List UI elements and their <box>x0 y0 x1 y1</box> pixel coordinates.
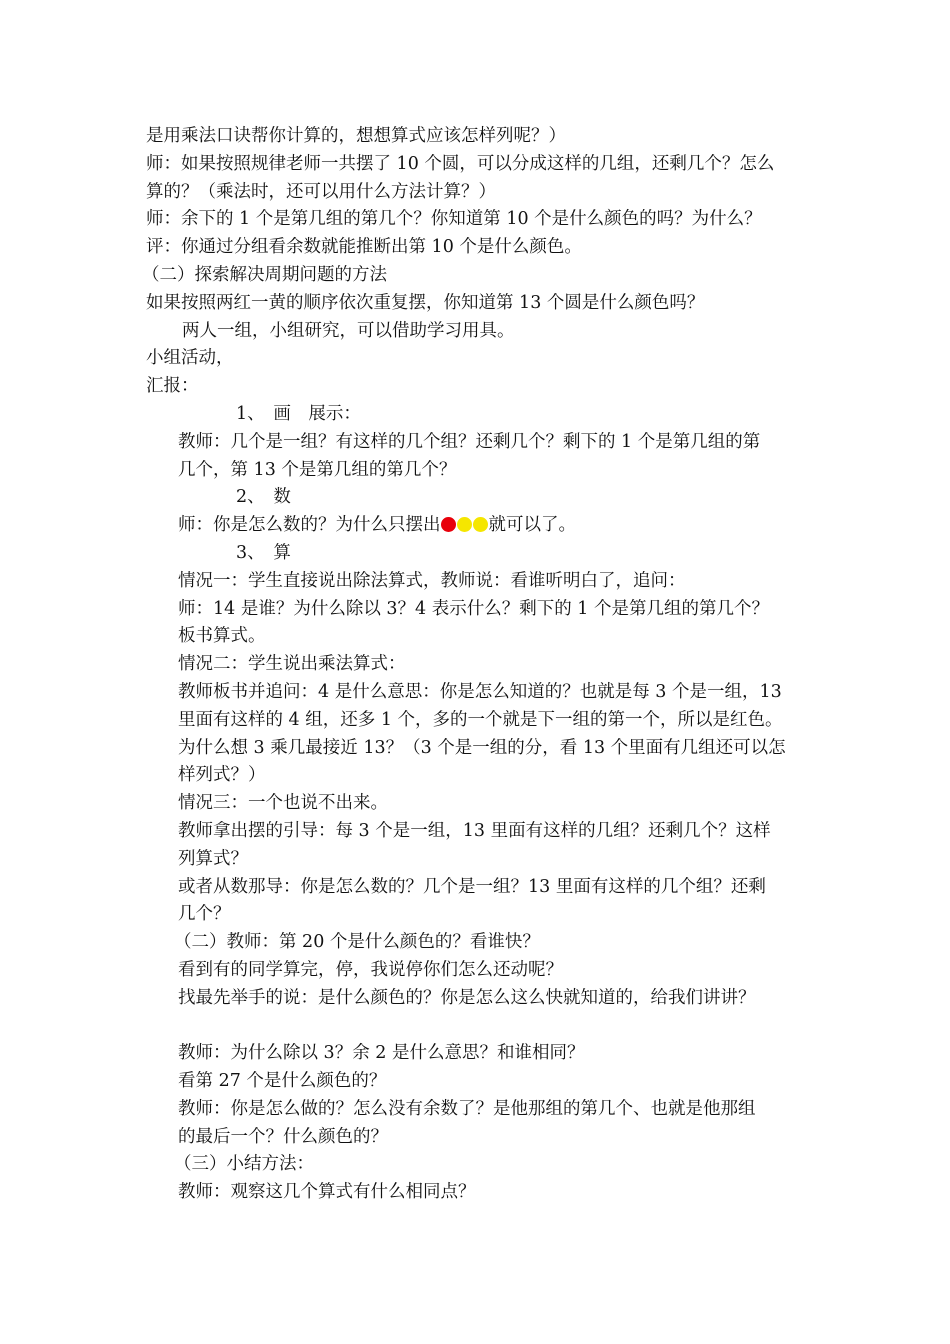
text-line: 教师：观察这几个算式有什么相同点？ <box>178 1182 476 1203</box>
text-line: 为什么想 3 乘几最接近 13？（3 个是一组的分，看 13 个里面有几组还可以怎 <box>178 737 786 758</box>
text-line: 里面有这样的 4 组，还多 1 个，多的一个就是下一组的第一个，所以是红色。 <box>178 709 783 730</box>
text-line: 找最先举手的说：是什么颜色的？你是怎么这么快就知道的，给我们讲讲？ <box>178 987 756 1008</box>
text-line: 师：14 是谁？为什么除以 3？4 表示什么？剩下的 1 个是第几组的第几个？ <box>178 598 769 619</box>
text-line: 情况二：学生说出乘法算式： <box>178 654 406 675</box>
text-line: 算的？（乘法时，还可以用什么方法计算？） <box>146 181 496 202</box>
text-line: 列算式？ <box>178 848 248 869</box>
text-line: 教师：几个是一组？有这样的几个组？还剩几个？剩下的 1 个是第几组的第 <box>178 431 761 452</box>
text-line: 师：余下的 1 个是第几组的第几个？你知道第 10 个是什么颜色的吗？为什么？ <box>146 209 762 230</box>
text-line: 教师：你是怎么做的？怎么没有余数了？是他那组的第几个、也就是他那组 <box>178 1098 756 1119</box>
text-line: 教师拿出摆的引导：每 3 个是一组，13 里面有这样的几组？还剩几个？这样 <box>178 820 771 841</box>
red-circle-icon <box>441 517 456 532</box>
text-line: 教师：为什么除以 3？余 2 是什么意思？和谁相同？ <box>178 1043 585 1064</box>
text: 师：你是怎么数的？为什么只摆出 <box>178 515 441 536</box>
text-line-with-dots <box>0 512 950 540</box>
text-line: 如果按照两红一黄的顺序依次重复摆，你知道第 13 个圆是什么颜色吗？ <box>146 292 705 313</box>
yellow-circle-icon <box>473 517 488 532</box>
text-line: 或者从数那导：你是怎么数的？几个是一组？13 里面有这样的几个组？还剩 <box>178 876 766 897</box>
numbered-item: 3、 算 <box>236 542 291 563</box>
section-heading: （二）教师：第 20 个是什么颜色的？看谁快？ <box>174 932 540 953</box>
text: 就可以了。 <box>488 515 576 536</box>
text-line: 看到有的同学算完，停，我说停你们怎么还动呢？ <box>178 959 563 980</box>
text-line: 几个？ <box>178 904 231 925</box>
text-line: 是用乘法口诀帮你计算的，想想算式应该怎样列呢？） <box>146 126 566 146</box>
text-line: 汇报： <box>146 376 199 397</box>
section-heading: （三）小结方法： <box>174 1154 314 1175</box>
text-line: 情况三：一个也说不出来。 <box>178 793 388 814</box>
numbered-item: 1、 画 展示： <box>236 403 361 424</box>
yellow-circle-icon <box>457 517 472 532</box>
document-page <box>0 123 950 1207</box>
section-heading: （二）探索解决周期问题的方法 <box>142 264 387 285</box>
text-line: 的最后一个？什么颜色的？ <box>178 1126 388 1147</box>
text-line: 教师板书并追问：4 是什么意思：你是怎么知道的？也就是每 3 个是一组，13 <box>178 681 782 702</box>
text-line: 评：你通过分组看余数就能推断出第 10 个是什么颜色。 <box>146 237 582 258</box>
text-line: 情况一：学生直接说出除法算式，教师说：看谁听明白了，追问： <box>178 570 686 591</box>
text-line: 两人一组，小组研究，可以借助学习用具。 <box>182 320 515 341</box>
text-line: 小组活动， <box>146 348 234 369</box>
text-line: 样列式？） <box>178 765 266 786</box>
numbered-item: 2、 数 <box>236 487 291 508</box>
text-line: 几个，第 13 个是第几组的第几个？ <box>178 459 457 480</box>
text-line: 板书算式。 <box>178 626 266 647</box>
blank-line <box>0 1013 950 1041</box>
text-line: 师：如果按照规律老师一共摆了 10 个圆，可以分成这样的几组，还剩几个？怎么 <box>146 153 775 174</box>
text-line: 看第 27 个是什么颜色的？ <box>178 1071 387 1092</box>
